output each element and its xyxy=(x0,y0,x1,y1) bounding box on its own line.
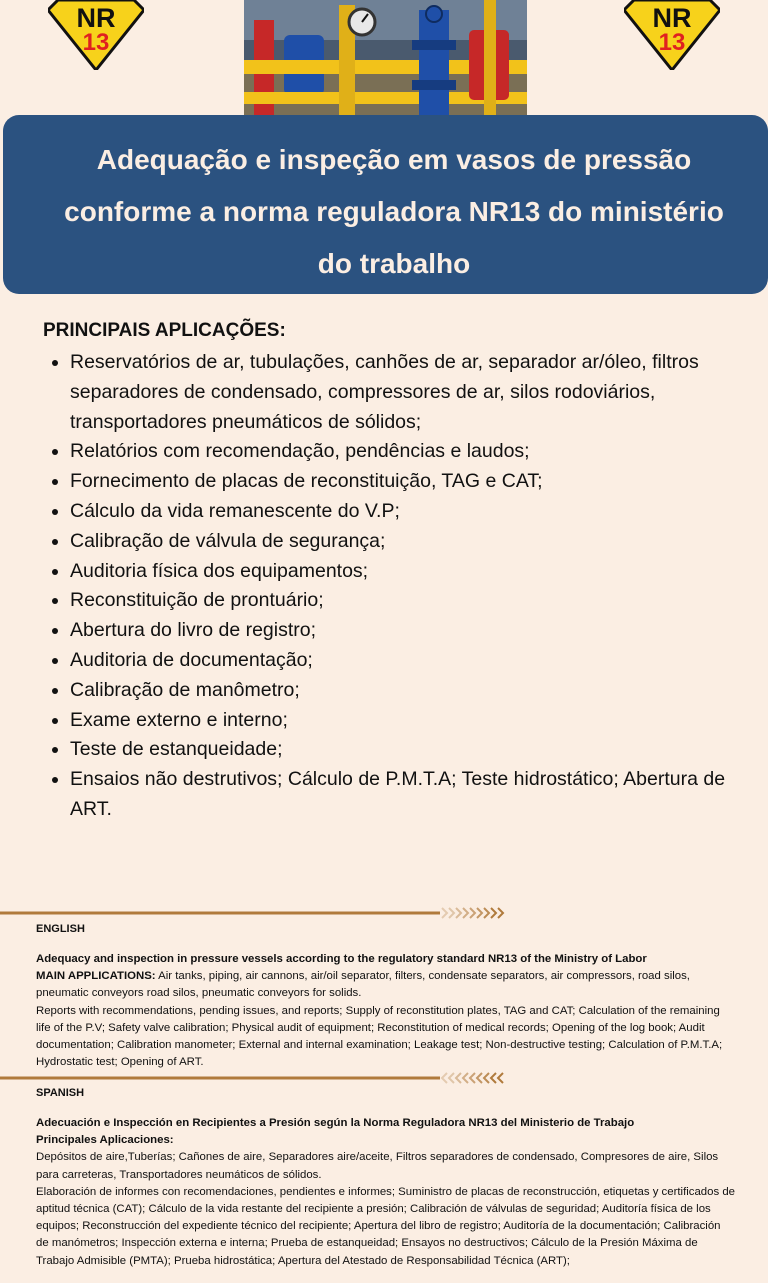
title-line-1: Adequação e inspeção em vasos de pressão xyxy=(96,144,692,175)
badge-right-number: 13 xyxy=(658,29,686,56)
spanish-apps-label: Principales Aplicaciones: xyxy=(36,1134,174,1147)
page-title xyxy=(14,134,768,290)
section-divider-english xyxy=(0,906,510,920)
applications-heading: PRINCIPAIS APLICAÇÕES: xyxy=(43,320,286,341)
spanish-paragraph: Elaboración de informes con recomendaciones, pendientes e informes; Suministro de placas de reconstrucción, etiquetas y certificados de aptitud técnica (CAT); Cálculo de la vida restante del recipiente a presión; Calibración de válvulas de seguridad; Auditoría física de los equipos; Reconstrucción del expediente técnico del recipiente; Apertura del libro de registro; Auditoría de la documentación; Calibración de manómetros; Inspección externa e interna; Prueba de estanqueidad; Ensayos no destructivos; Cálculo de la Presión Máxima de Trabajo Admisible (PMTA); Prueba hidrostática; Apertura del Atestado de Responsabilidad Técnica (ART); xyxy=(36,1185,736,1267)
list-item: • Ensaios não destrutivos; Cálculo de P.M.T.A; Teste hidrostático; Abertura de ART. xyxy=(70,765,768,825)
list-item: • Auditoria física dos equipamentos; xyxy=(70,557,768,587)
list-item: • Reconstituição de prontuário; xyxy=(70,586,768,616)
badge-right-nr: NR xyxy=(652,3,692,33)
list-item: • Auditoria de documentação; xyxy=(70,646,768,676)
spanish-label: SPANISH xyxy=(36,1087,85,1099)
spanish-line-1: Depósitos de aire,Tuberías; Cañones de aire, Separadores aire/aceite, Filtros separadores de condensado, Compresores de aire, Silos para carreteras, Transportadores neumáticos de sólidos. xyxy=(36,1151,719,1181)
english-apps-text: Air tanks, piping, air cannons, air/oil separator, filters, condensate separators, air compressors, road silos, pneumatic conveyors road silos, pneumatic conveyors for solids. xyxy=(36,970,690,1000)
english-text xyxy=(36,951,736,1071)
pressure-vessel-photo xyxy=(244,0,527,116)
spanish-title: Adecuación e Inspección en Recipientes a Presión según la Norma Reguladora NR13 del Ministerio de Trabajo xyxy=(36,1117,635,1129)
badge-left-number: 13 xyxy=(82,29,110,56)
english-label: ENGLISH xyxy=(36,923,85,935)
nr13-badge-left xyxy=(48,0,144,70)
list-item: • Exame externo e interno; xyxy=(70,706,768,736)
list-item: • Calibração de válvula de segurança; xyxy=(70,527,768,557)
english-paragraph: Reports with recommendations, pending issues, and reports; Supply of reconstitution plates, TAG and CAT; Calculation of the remaining life of the P.V; Safety valve calibration; Physical audit of equipment; Reconstitution of medical records; Opening of the log book; Audit documentation; Calibration manometer; External and internal examination; Leakage test; Non-destructive testing; Calculation of P.M.T.A; Hydrostatic test; Opening of ART. xyxy=(36,1004,723,1069)
applications-list xyxy=(40,348,768,825)
list-item: • Teste de estanqueidade; xyxy=(70,735,768,765)
nr13-badge-right xyxy=(624,0,720,70)
section-divider-spanish xyxy=(0,1071,510,1085)
list-item: • Reservatórios de ar, tubulações, canhões de ar, separador ar/óleo, filtros separadores de condensado, compressores de ar, silos rodoviários, transportadores pneumáticos de sólidos; xyxy=(70,348,768,437)
title-line-2: conforme a norma reguladora NR13 do ministério xyxy=(64,196,724,227)
english-apps-label: MAIN APPLICATIONS: xyxy=(36,970,156,983)
list-item: • Abertura do livro de registro; xyxy=(70,616,768,646)
list-item: • Calibração de manômetro; xyxy=(70,676,768,706)
spanish-text xyxy=(36,1115,736,1270)
list-item: • Cálculo da vida remanescente do V.P; xyxy=(70,497,768,527)
badge-left-nr: NR xyxy=(76,3,116,33)
list-item: • Fornecimento de placas de reconstituição, TAG e CAT; xyxy=(70,467,768,497)
title-line-3: do trabalho xyxy=(317,248,471,279)
list-item: • Relatórios com recomendação, pendências e laudos; xyxy=(70,437,768,467)
english-title: Adequacy and inspection in pressure vessels according to the regulatory standard NR13 of the Ministry of Labor xyxy=(36,953,647,965)
